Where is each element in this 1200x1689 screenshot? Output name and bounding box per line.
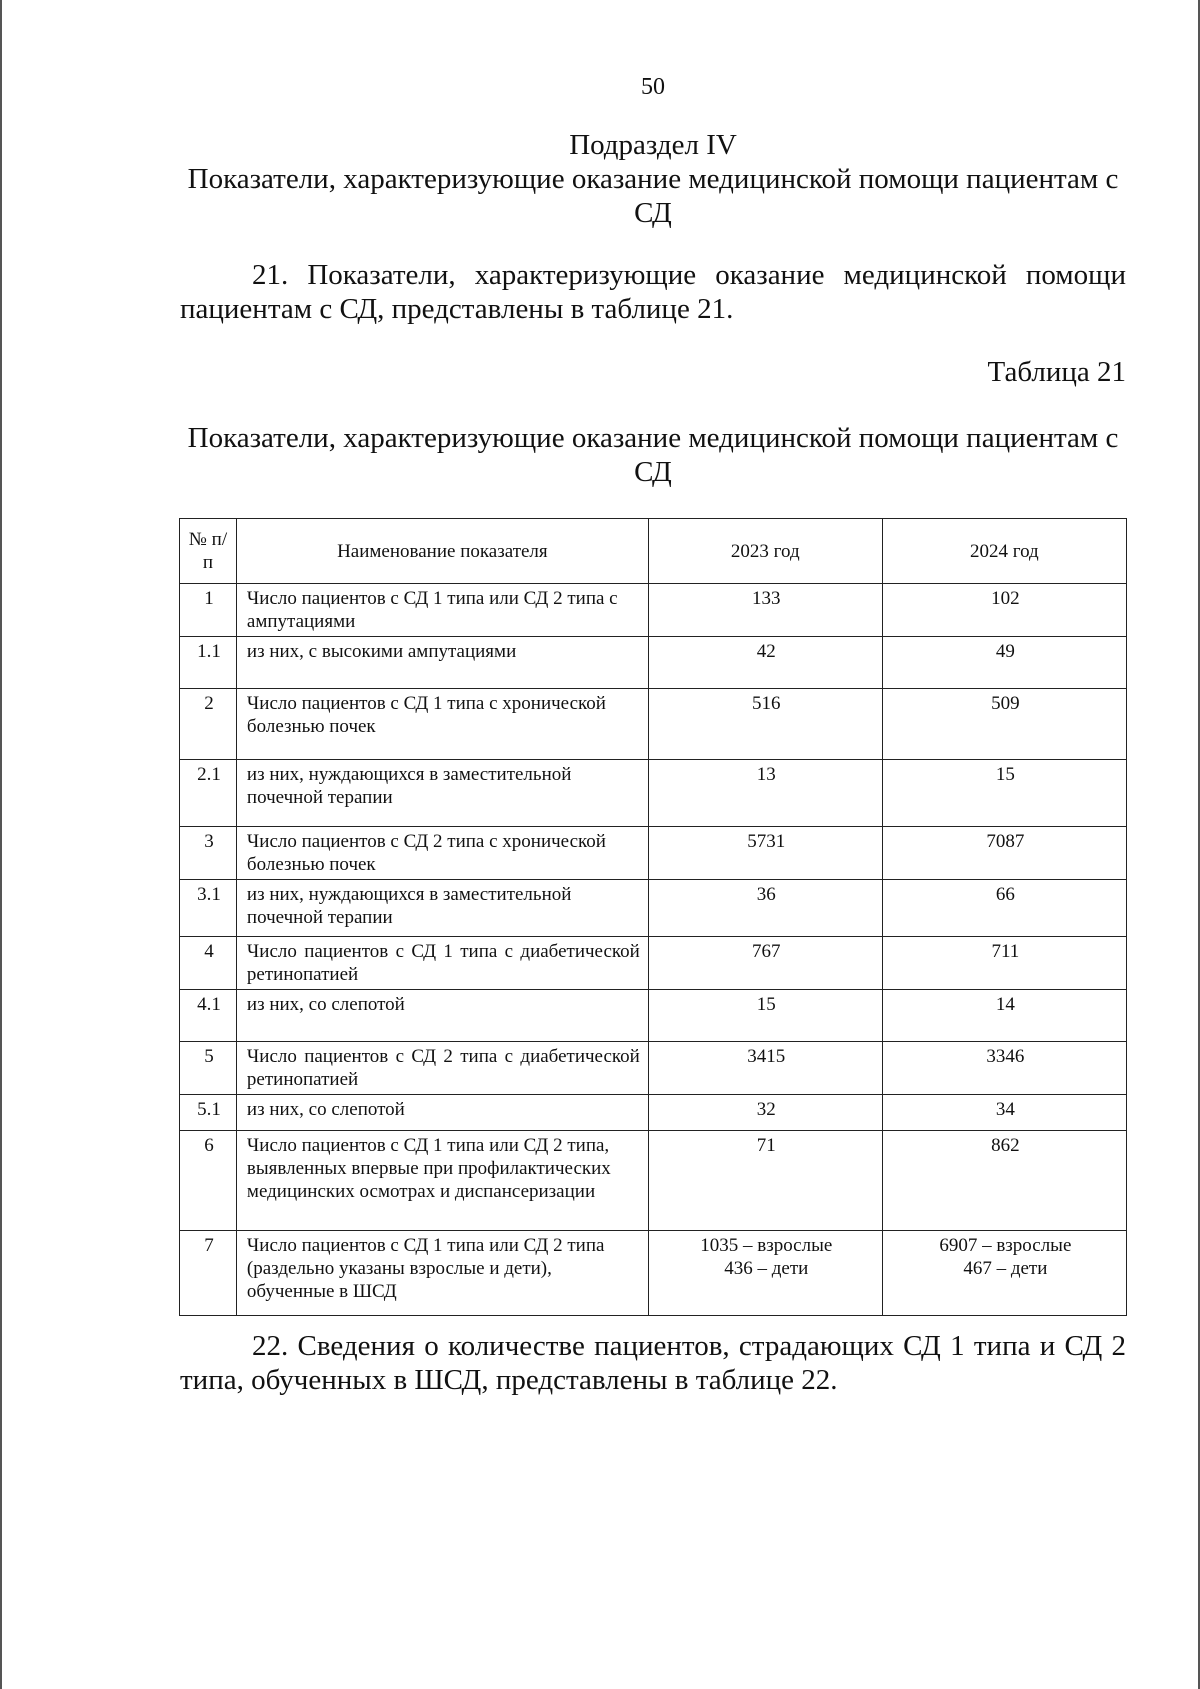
value-line: 467 – дети [963, 1258, 1048, 1279]
row-number: 5.1 [180, 1095, 237, 1131]
row-value-2023 [648, 637, 882, 689]
table-row [180, 937, 1127, 990]
value-line: 15 [756, 994, 776, 1015]
row-value-2024 [882, 760, 1126, 827]
row-indicator-name: Число пациентов с СД 1 типа или СД 2 типа с ампутациями [236, 584, 648, 637]
value-line: 66 [995, 884, 1015, 905]
value-line: 133 [752, 588, 781, 609]
row-value-2024 [882, 990, 1126, 1042]
value-line: 6907 – взрослые [939, 1235, 1072, 1256]
table-row [180, 1095, 1127, 1131]
row-value-2023 [648, 584, 882, 637]
value-line: 49 [995, 641, 1015, 662]
value-line: 516 [752, 693, 781, 714]
value-line: 13 [756, 764, 776, 785]
row-number: 4.1 [180, 990, 237, 1042]
table-label: Таблица 21 [987, 356, 1126, 388]
table-row [180, 1231, 1127, 1316]
row-value-2023 [648, 827, 882, 880]
row-number: 3 [180, 827, 237, 880]
table-title: Показатели, характеризующие оказание медицинской помощи пациентам с СД [187, 422, 1119, 488]
table-row [180, 827, 1127, 880]
value-line: 862 [991, 1135, 1020, 1156]
table-row [180, 584, 1127, 637]
row-number: 2 [180, 689, 237, 760]
row-number: 7 [180, 1231, 237, 1316]
subsection-heading [180, 128, 1126, 230]
row-indicator-name: Число пациентов с СД 1 типа или СД 2 типа, выявленных впервые при профилактических медицинских осмотрах и диспансеризации [236, 1131, 648, 1231]
table-row [180, 637, 1127, 689]
row-value-2024 [882, 1095, 1126, 1131]
value-line: 767 [752, 941, 781, 962]
row-number: 4 [180, 937, 237, 990]
value-line: 32 [756, 1099, 776, 1120]
row-number: 3.1 [180, 880, 237, 937]
row-indicator-name: Число пациентов с СД 2 типа с хронической болезнью почек [236, 827, 648, 880]
subsection-label: Подраздел IV [569, 129, 737, 161]
row-indicator-name: из них, со слепотой [236, 990, 648, 1042]
header-2023: 2023 год [648, 519, 882, 584]
value-line: 436 – дети [724, 1258, 809, 1279]
value-line: 7087 [986, 831, 1025, 852]
table-row [180, 1131, 1127, 1231]
value-line: 71 [756, 1135, 776, 1156]
row-indicator-name: из них, со слепотой [236, 1095, 648, 1131]
row-indicator-name: Число пациентов с СД 2 типа с диабетической ретинопатией [236, 1042, 648, 1095]
value-line: 36 [756, 884, 776, 905]
row-value-2024 [882, 584, 1126, 637]
header-name: Наименование показателя [236, 519, 648, 584]
row-value-2023 [648, 990, 882, 1042]
row-value-2023 [648, 1095, 882, 1131]
paragraph-21-text: Показатели, характеризующие оказание медицинской помощи пациентам с СД, представлены в таблице 21. [180, 259, 1126, 325]
table-row [180, 689, 1127, 760]
table-row [180, 880, 1127, 937]
paragraph-22-number: 22. [252, 1330, 289, 1362]
subsection-title: Показатели, характеризующие оказание медицинской помощи пациентам с СД [187, 163, 1119, 229]
paragraph-21 [180, 258, 1126, 326]
row-indicator-name: из них, нуждающихся в заместительной почечной терапии [236, 760, 648, 827]
value-line: 509 [991, 693, 1020, 714]
indicators-table [179, 518, 1127, 1316]
row-value-2023 [648, 1231, 882, 1316]
row-value-2024 [882, 937, 1126, 990]
row-value-2023 [648, 760, 882, 827]
value-line: 34 [995, 1099, 1015, 1120]
row-value-2023 [648, 689, 882, 760]
value-line: 1035 – взрослые [700, 1235, 833, 1256]
value-line: 3346 [986, 1046, 1025, 1067]
row-number: 1.1 [180, 637, 237, 689]
table-row [180, 990, 1127, 1042]
header-2024: 2024 год [882, 519, 1126, 584]
header-num: № п/п [180, 519, 237, 584]
row-value-2024 [882, 1042, 1126, 1095]
row-value-2023 [648, 1042, 882, 1095]
row-value-2023 [648, 880, 882, 937]
row-number: 2.1 [180, 760, 237, 827]
row-value-2024 [882, 637, 1126, 689]
row-indicator-name: Число пациентов с СД 1 типа или СД 2 типа (раздельно указаны взрослые и дети), обученные в ШСД [236, 1231, 648, 1316]
row-value-2023 [648, 937, 882, 990]
row-value-2023 [648, 1131, 882, 1231]
value-line: 42 [756, 641, 776, 662]
table-row [180, 760, 1127, 827]
paragraph-21-number: 21. [252, 259, 289, 291]
page-number: 50 [641, 74, 665, 100]
row-indicator-name: Число пациентов с СД 1 типа с диабетической ретинопатией [236, 937, 648, 990]
row-indicator-name: из них, нуждающихся в заместительной почечной терапии [236, 880, 648, 937]
value-line: 3415 [747, 1046, 786, 1067]
row-value-2024 [882, 1131, 1126, 1231]
paragraph-22 [180, 1329, 1126, 1397]
value-line: 5731 [747, 831, 786, 852]
value-line: 102 [991, 588, 1020, 609]
row-number: 5 [180, 1042, 237, 1095]
table-body [180, 584, 1127, 1316]
value-line: 711 [991, 941, 1020, 962]
value-line: 14 [995, 994, 1015, 1015]
table-header-row [180, 519, 1127, 584]
page-edge-left [0, 0, 2, 1689]
paragraph-22-text: Сведения о количестве пациентов, страдающих СД 1 типа и СД 2 типа, обученных в ШСД, представлены в таблице 22. [180, 1330, 1127, 1396]
row-value-2024 [882, 880, 1126, 937]
row-value-2024 [882, 827, 1126, 880]
row-indicator-name: Число пациентов с СД 1 типа с хронической болезнью почек [236, 689, 648, 760]
row-value-2024 [882, 1231, 1126, 1316]
table-row [180, 1042, 1127, 1095]
row-value-2024 [882, 689, 1126, 760]
row-number: 6 [180, 1131, 237, 1231]
value-line: 15 [995, 764, 1015, 785]
row-indicator-name: из них, с высокими ампутациями [236, 637, 648, 689]
row-number: 1 [180, 584, 237, 637]
